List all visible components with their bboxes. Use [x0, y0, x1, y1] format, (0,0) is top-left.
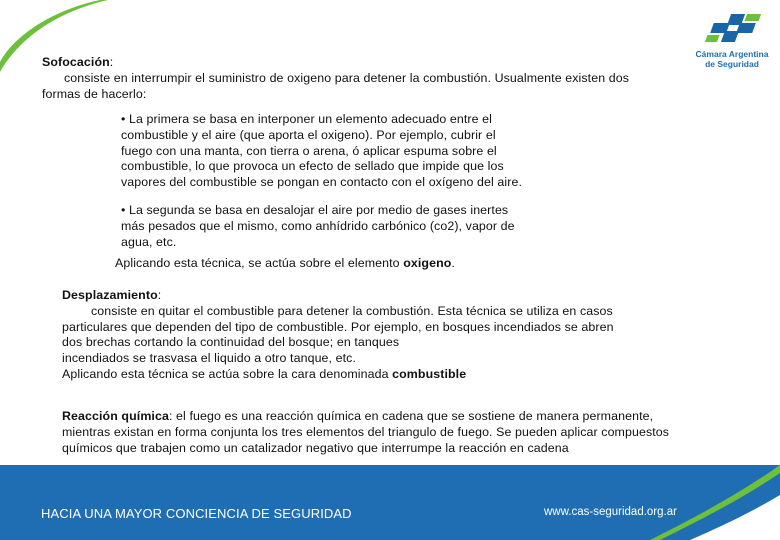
bullet-2-line: agua, etc. [121, 234, 177, 249]
sofocacion-intro-line-1: consiste en interrumpir el suministro de oxigeno para detener la combustión. Usualmente existen dos [64, 70, 630, 85]
desplazamiento-title: Desplazamiento [62, 288, 158, 302]
logo-line-2: de Seguridad [705, 59, 759, 69]
desplazamiento-conclusion-bold: combustible [392, 366, 467, 381]
sofocacion-title-colon: : [109, 55, 114, 69]
desplazamiento-line: incendiados se trasvasa el liquido a otro tanque, etc. [62, 351, 357, 366]
bullet-1-line: combustible y el aire (que aporta el oxigeno). Por ejemplo, cubrir el [121, 127, 496, 142]
sofocacion-title: Sofocación [42, 55, 110, 69]
desplazamiento-line: dos brechas cortando la continuidad del bosque; en tanques [62, 335, 400, 350]
bullet-1-line: vapores del combustible se pongan en contacto con el oxígeno del aire. [121, 175, 523, 190]
desplazamiento-section [62, 288, 702, 383]
sofocacion-bullet-1 [121, 112, 561, 191]
logo-wordmark [688, 49, 776, 69]
reaccion-section [62, 409, 762, 456]
reaccion-line-2: mientras existan en forma conjunta los tres elementos del triangulo de fuego. Se pueden aplicar compuestos [62, 424, 670, 439]
reaccion-line-1: : el fuego es una reacción química en cadena que se sostiene de manera permanente, [168, 409, 654, 423]
sofocacion-section [42, 55, 682, 102]
sofocacion-conclusion-bold: oxigeno [403, 256, 452, 270]
bullet-2-line: • La segunda se basa en desalojar el aire por medio de gases inertes [121, 203, 509, 217]
bullet-2-line: más pesados que el mismo, como anhídrido carbónico (co2), vapor de [121, 218, 515, 233]
sofocacion-intro-line-2: formas de hacerlo: [42, 86, 147, 101]
desplazamiento-line: particulares que dependen del tipo de combustible. Por ejemplo, en bosques incendiados se abren [62, 319, 614, 334]
footer-slogan: HACIA UNA MAYOR CONCIENCIA DE SEGURIDAD [41, 506, 352, 521]
reaccion-line-3: químicos que trabajen como un catalizador negativo que interrumpe la reacción en cadena [62, 440, 569, 455]
sofocacion-conclusion-end: . [451, 256, 455, 270]
reaccion-title: Reacción química [62, 409, 169, 423]
footer-band [0, 465, 780, 540]
bullet-1-line: fuego con una manta, con tierra o arena, ó aplicar espuma sobre el [121, 143, 497, 158]
bullet-1-line: combustible, lo que provoca un efecto de sellado que impide que los [121, 159, 504, 174]
desplazamiento-conclusion-text: Aplicando esta técnica se actúa sobre la cara denominada [62, 366, 393, 381]
sofocacion-bullet-2 [121, 203, 561, 250]
footer-url-link[interactable]: www.cas-seguridad.org.ar [544, 506, 677, 518]
sofocacion-conclusion-text: Aplicando esta técnica, se actúa sobre el elemento [115, 256, 404, 270]
desplazamiento-title-colon: : [157, 288, 162, 302]
desplazamiento-line: consiste en quitar el combustible para detener la combustión. Esta técnica se utiliza en casos [91, 303, 613, 318]
logo-line-1: Cámara Argentina [695, 49, 769, 59]
sofocacion-conclusion [115, 256, 615, 272]
bullet-1-line: • La primera se basa en interponer un elemento adecuado entre el [121, 112, 492, 126]
